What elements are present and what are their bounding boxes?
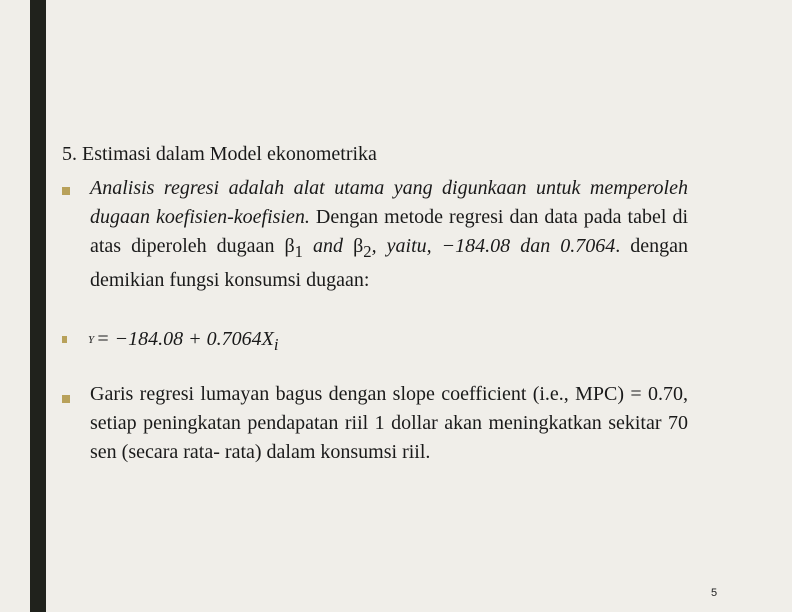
slide-heading: 5. Estimasi dalam Model ekonometrika (62, 143, 377, 165)
text-italic: Analisis regresi adalah alat utama yang digunkaan untuk memperoleh dugaan koefisien-koefisien. (90, 177, 688, 228)
left-accent-bar (30, 0, 46, 612)
bullet-paragraph-1 (90, 174, 688, 295)
text: . dengan demikian fungsi konsumsi dugaan: (90, 235, 689, 291)
subscript: i (273, 335, 279, 354)
beta-symbol: β (353, 235, 364, 257)
beta-symbol: β (284, 235, 295, 257)
text (343, 235, 353, 257)
subscript: 2 (363, 242, 372, 261)
bullet-marker (62, 395, 70, 403)
bullet-marker (62, 336, 67, 343)
regression-formula (88, 325, 278, 359)
text: Dengan metode regresi dan data pada tabel di atas diperoleh dugaan (90, 206, 689, 257)
text-italic: and (303, 235, 344, 257)
bullet-marker (62, 187, 70, 195)
y-hat-symbol: Y (88, 334, 95, 346)
subscript: 1 (294, 242, 303, 261)
equation-text: = −184.08 + 0.7064X (96, 328, 274, 350)
page-number: 5 (711, 587, 718, 599)
bullet-paragraph-3: Garis regresi lumayan bagus dengan slope coefficient (i.e., MPC) = 0.70, setiap peningkatan pendapatan riil 1 dollar akan meningkatkan sekitar 70 sen (secara rata- rata) dalam konsumsi riil. (90, 383, 688, 463)
text-italic: , yaitu, −184.08 dan 0.7064 (371, 235, 616, 257)
